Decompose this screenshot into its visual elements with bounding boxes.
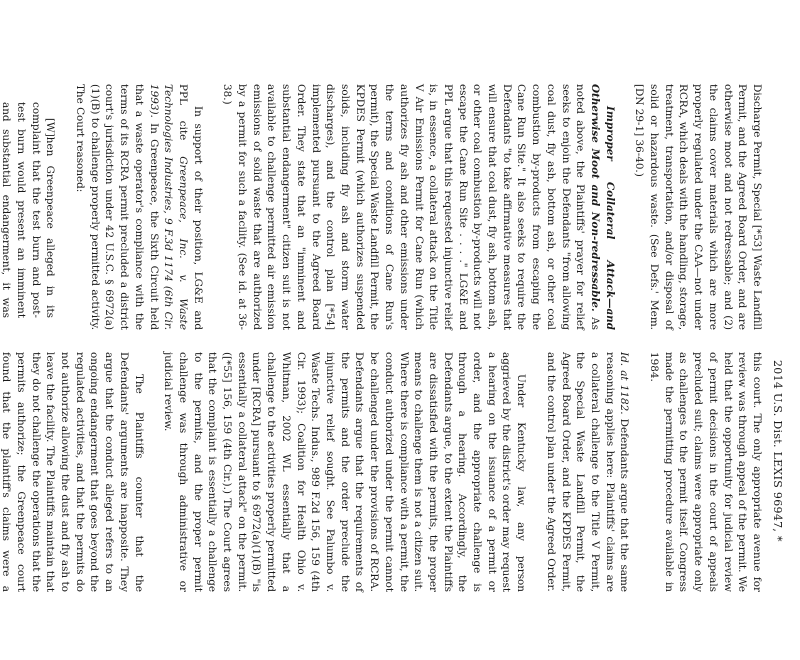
page-header-citation: 2014 U.S. Dist. LEXIS 96947, * (771, 360, 784, 542)
paragraph-text: Defendants argue that the same reasoning applies here: Plaintiffs' claims are a collateral challenge to the Title V Permit, the Special Waste Landfill Permit, the Agreed Board Order, and the KPDES Permit, and the control plan under the Agreed Order. (544, 352, 631, 593)
paragraph (220, 84, 617, 330)
paragraph: Under Kentucky law, any person aggrieved by the district's order may request a hearing on the issuance of a permit or order, and the appropriate challenge is through a hearing. Accordingly, the Defendants argue, to the extent the Plaintiffs are dissatisfied with the permits, the proper means to challenge them is not a citizen suit. Where there is compliance with a permit, the conduct authorized under the permit cannot be challenged under the provisions of RCRA. Defendants argue that the requirements of the permits and the order preclude the injunctive relief sought. See Palumbo v. Waste Techs. Indus., 989 F.2d 156, 159 (4th Cir. 1993); Coalition for Health Ohio v. Whitman, 2002 WL essentially that a challenge to the activities properly permitted under [RCRA] pursuant to § 6972(a)(1)(B) "is essentially a collateral attack" on the permit. ([*55] 156, 159 (4th Cir.).) The Court agrees that the complaint is essentially a challenge to the permits, and the proper permit challenge was through administrative or judicial review. (162, 352, 528, 592)
paragraph (543, 352, 631, 592)
paragraph-text: As noted above, the Plaintiffs' prayer for relief seeks to enjoin the Defendants "from allowing coal dust, fly ash, bottom ash, or other coal combustion by-products from escaping the Cane Run Site." It also seeks to require the Defendants "to take affirmative measures that will ensure that coal dust, fly ash, bottom ash, or other coal combustion by-products will not escape the Cane Run Site . . . ." LG&E and PPL argue that this requested injunctive relief is, in essence, a collateral attack on the Title V Air Emissions Permit for Cane Run (which authorizes fly ash and other emissions under the terms and conditions of Cane Run's permit), the Special Waste Landfill Permit, the KPDES Permit (which authorizes suspended solids, including fly ash and storm water discharges), and the control plan [*54] implemented pursuant to the Agreed Board Order. They state that an "imminent and substantial endangerment" citizen suit is not available to challenge permitted air emission emissions of solid waste that are authorized by a permit for such a facility. (See id. at 36-38.) (221, 84, 601, 331)
block-quote (0, 102, 57, 318)
section-heading: Improper Collateral Attack—and Otherwise Moot and Non-redressable. (588, 84, 616, 330)
quote-text: [W]hen Greenpeace alleged in its complaint that the test burn and post-test burn would present an imminent and substantial endangerment, it was (0, 102, 57, 318)
case-citation: Id. at 1182. (618, 352, 631, 415)
paragraph-text: In support of their position, LG&E and PPL cite (176, 84, 204, 330)
left-column (0, 84, 764, 330)
paragraph: The Plaintiffs counter that the Defendants' arguments are inapposite. They argue that the conduct alleged refers to an ongoing endangerment that goes beyond the regulated activities, and that the permits do not authorize allowing the dust and fly ash to leave the facility. The Plaintiffs maintain that they do not challenge the operations that the permits authorize; the Greenpeace court found that the plaintiff's claims were a (0, 352, 145, 592)
paragraph: this court. The only appropriate avenue for review was through appeal of the permit. We held that the opportunity for judicial review of permit decisions in the court of appeals precluded suit; claims were appropriate only as challenges to the permit itself. Congress made the permitting procedure available in 1984. (648, 352, 763, 592)
paragraph: Discharge Permit, Special [*53] Waste Landfill Permit, and the Agreed Board Order, and are otherwise moot and not redressable; and (2) the claims cover materials which are more properly regulated under the CAA—not under RCRA, which deals with the handling, storage, treatment, transportation, and/or disposal of solid or hazardous waste. (See Defs.' Mem. [DN 29-1] 36-40.) (633, 84, 763, 330)
right-column (0, 352, 764, 592)
paragraph-text: In Greenpeace, the Sixth Circuit held that a waste operator's compliance with the terms of its RCRA permit precluded a district court's jurisdiction under 42 U.S.C. § 6972(a)(1)(B) to challenge properly permitted activity. The Court reasoned: (74, 84, 160, 331)
case-citation: Greenpeace, Inc. v. Waste Technologies Industries, 9 F.3d 1174 (6th Cir. 1993). (147, 84, 189, 330)
paragraph (72, 84, 204, 330)
